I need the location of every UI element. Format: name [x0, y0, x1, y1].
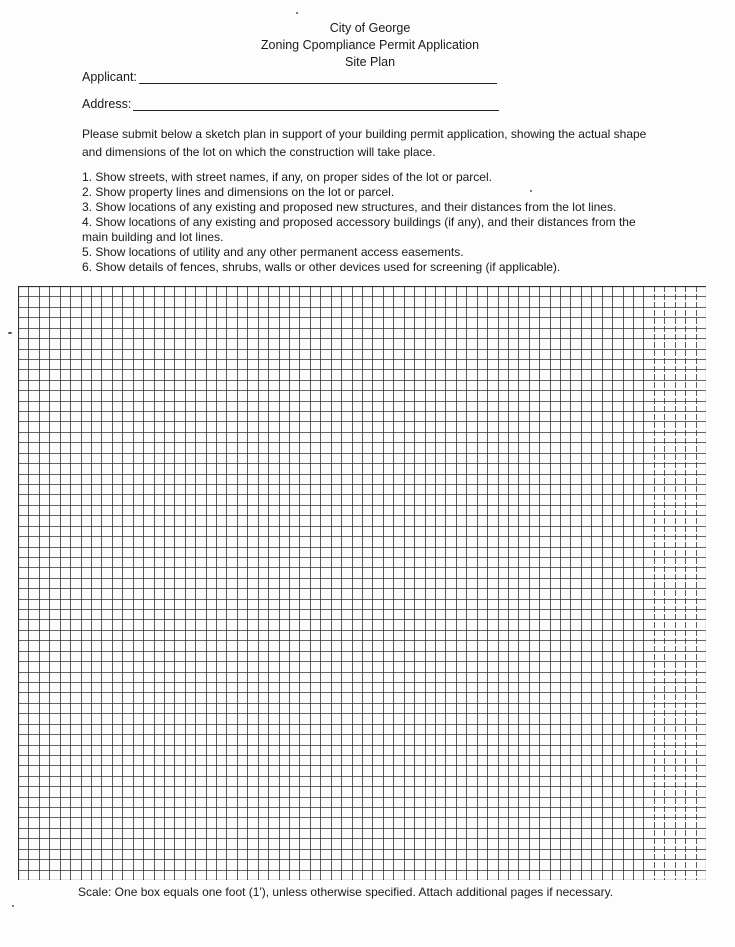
- scan-speck: [8, 332, 12, 334]
- scale-note: Scale: One box equals one foot (1'), unless otherwise specified. Attach additional pages if necessary.: [78, 885, 614, 899]
- intro-paragraph: Please submit below a sketch plan in support of your building permit application, showing the actual shape and dimensions of the lot on which the construction will take place.: [82, 127, 647, 159]
- form-title: Zoning Cpompliance Permit Application: [260, 38, 480, 52]
- address-field: [82, 97, 499, 111]
- instruction-item: 4. Show locations of any existing and proposed accessory buildings (if any), and their distances from the main building and lot lines.: [82, 215, 636, 244]
- instruction-list: [82, 170, 662, 275]
- grid-canvas[interactable]: [18, 286, 706, 880]
- form-header: [0, 20, 735, 71]
- site-plan-grid[interactable]: [18, 286, 706, 880]
- instruction-item: 6. Show details of fences, shrubs, walls or other devices used for screening (if applicable).: [82, 260, 561, 274]
- applicant-field: [82, 70, 497, 84]
- address-label: Address:: [82, 97, 132, 111]
- applicant-blank-line[interactable]: [139, 71, 497, 84]
- city-name: City of George: [329, 21, 411, 35]
- instruction-item: 3. Show locations of any existing and proposed new structures, and their distances from the lot lines.: [82, 200, 617, 214]
- scan-speck: [530, 190, 532, 192]
- address-blank-line[interactable]: [133, 98, 499, 111]
- scan-speck: [12, 905, 14, 907]
- instruction-item: 2. Show property lines and dimensions on the lot or parcel.: [82, 185, 395, 199]
- scan-speck: [296, 12, 298, 14]
- instruction-item: 1. Show streets, with street names, if any, on proper sides of the lot or parcel.: [82, 170, 492, 184]
- form-subtitle: Site Plan: [344, 55, 396, 69]
- instruction-item: 5. Show locations of utility and any other permanent access easements.: [82, 245, 464, 259]
- applicant-label: Applicant:: [82, 70, 137, 84]
